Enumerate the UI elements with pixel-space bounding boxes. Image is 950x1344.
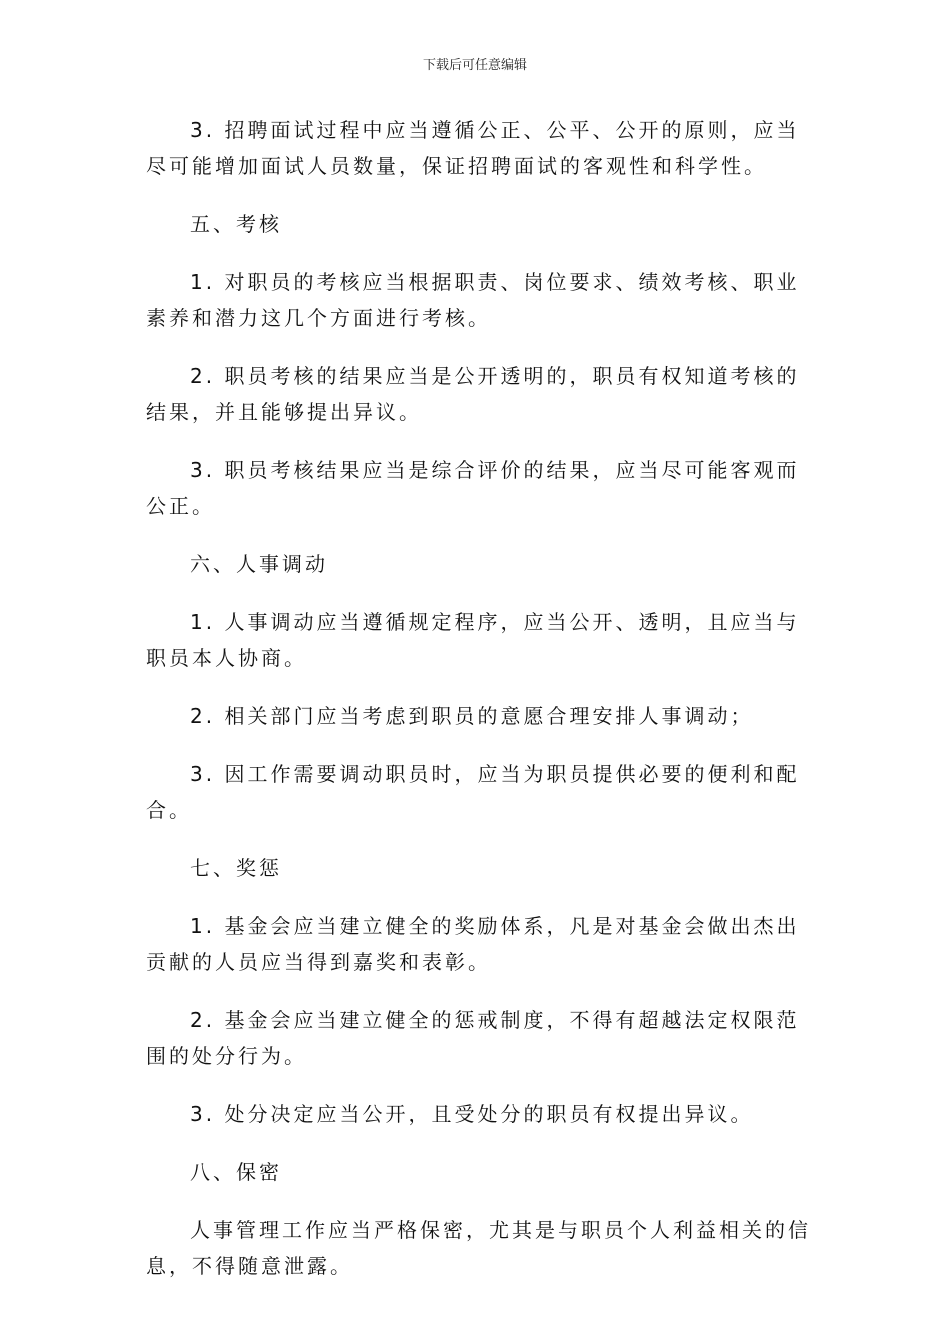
- section-heading-confidentiality: 八、保密: [190, 1160, 282, 1184]
- paragraph-rewards-2: 2. 基金会应当建立健全的惩戒制度，不得有超越法定权限范围的处分行为。: [146, 1008, 800, 1068]
- paragraph-recruit-3: 3. 招聘面试过程中应当遵循公正、公平、公开的原则，应当尽可能增加面试人员数量，保证招聘面试的客观性和科学性。: [146, 118, 800, 178]
- paragraph-transfer-1: 1. 人事调动应当遵循规定程序，应当公开、透明，且应当与职员本人协商。: [146, 610, 800, 670]
- section-heading-assessment: 五、考核: [190, 212, 282, 236]
- paragraph-transfer-2: 2. 相关部门应当考虑到职员的意愿合理安排人事调动；: [190, 704, 754, 728]
- document-body: [146, 112, 818, 1306]
- paragraph-confidentiality: 人事管理工作应当严格保密，尤其是与职员个人利益相关的信息，不得随意泄露。: [146, 1218, 811, 1278]
- paragraph-rewards-1: 1. 基金会应当建立健全的奖励体系，凡是对基金会做出杰出贡献的人员应当得到嘉奖和表彰。: [146, 914, 800, 974]
- paragraph-assessment-2: 2. 职员考核的结果应当是公开透明的，职员有权知道考核的结果，并且能够提出异议。: [146, 364, 800, 424]
- section-heading-rewards: 七、奖惩: [190, 856, 282, 880]
- paragraph-assessment-3: 3. 职员考核结果应当是综合评价的结果，应当尽可能客观而公正。: [146, 458, 800, 518]
- paragraph-rewards-3: 3. 处分决定应当公开，且受处分的职员有权提出异议。: [190, 1102, 754, 1126]
- section-heading-transfer: 六、人事调动: [190, 552, 328, 576]
- page-header: 下载后可任意编辑: [422, 58, 527, 73]
- paragraph-assessment-1: 1. 对职员的考核应当根据职责、岗位要求、绩效考核、职业素养和潜力这几个方面进行考核。: [146, 270, 800, 330]
- paragraph-transfer-3: 3. 因工作需要调动职员时，应当为职员提供必要的便利和配合。: [146, 762, 800, 822]
